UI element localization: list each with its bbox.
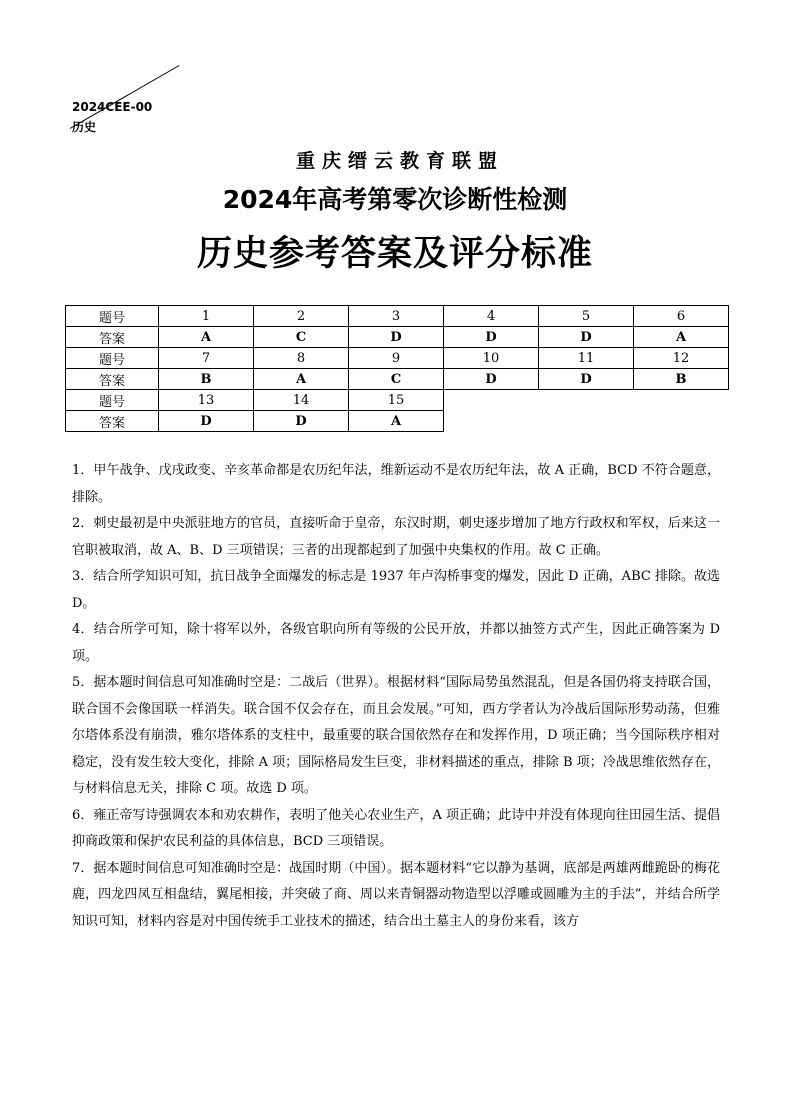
row-label: 答案 <box>66 369 159 390</box>
question-number: 2 <box>254 306 349 327</box>
question-number: 11 <box>539 348 634 369</box>
answer-cell: A <box>349 411 444 432</box>
empty-cell <box>634 411 729 432</box>
question-number: 1 <box>159 306 254 327</box>
answer-table <box>65 305 729 432</box>
question-number: 12 <box>634 348 729 369</box>
question-number: 5 <box>539 306 634 327</box>
question-number: 8 <box>254 348 349 369</box>
exam-title: 2024年高考第零次诊断性检测 <box>222 185 568 214</box>
explanations <box>72 458 720 935</box>
answer-cell: D <box>254 411 349 432</box>
explanation-4: 4．结合所学可知，除十将军以外，各级官职向所有等级的公民开放，并都以抽签方式产生，因此正确答案为 D 项。 <box>72 622 720 664</box>
question-number: 4 <box>444 306 539 327</box>
question-number: 14 <box>254 390 349 411</box>
table-row-numbers-2 <box>66 348 729 369</box>
explanation-3: 3．结合所学知识可知，抗日战争全面爆发的标志是 1937 年卢沟桥事变的爆发，因此 D 正确，ABC 排除。故选 D。 <box>72 569 720 611</box>
answer-cell: B <box>159 369 254 390</box>
answer-cell: A <box>634 327 729 348</box>
table-row-answers-3 <box>66 411 729 432</box>
question-number: 3 <box>349 306 444 327</box>
row-label: 答案 <box>66 327 159 348</box>
table-row-answers-2 <box>66 369 729 390</box>
answer-cell: D <box>444 327 539 348</box>
answer-cell: C <box>254 327 349 348</box>
question-number: 13 <box>159 390 254 411</box>
answer-cell: D <box>539 327 634 348</box>
row-label: 题号 <box>66 390 159 411</box>
answer-cell: D <box>159 411 254 432</box>
empty-cell <box>444 411 539 432</box>
explanation-1: 1．甲午战争、戊戌政变、辛亥革命都是农历纪年法，维新运动不是农历纪年法，故 A 正确，BCD 不符合题意，排除。 <box>72 463 720 505</box>
question-number: 10 <box>444 348 539 369</box>
explanation-7: 7．据本题时间信息可知准确时空是：战国时期（中国）。据本题材料“它以静为基调，底部是两雄两雌跪卧的梅花鹿，四龙四凤互相盘结，翼尾相接，并突破了商、周以来青铜器动物造型以浮雕或圆雕为主的手法”，并结合所学知识可知，材料内容是对中国传统手工业技术的描述，结合出土墓主人的身份来看，该方 <box>72 860 720 929</box>
document-title: 历史参考答案及评分标准 <box>196 234 593 274</box>
row-label: 题号 <box>66 348 159 369</box>
question-number: 7 <box>159 348 254 369</box>
empty-cell <box>539 390 634 411</box>
table-row-numbers-1 <box>66 306 729 327</box>
explanation-5: 5．据本题时间信息可知准确时空是：二战后（世界）。根据材料“国际局势虽然混乱，但是各国仍将支持联合国，联合国不会像国联一样消失。联合国不仅会存在，而且会发展。”可知，西方学者认为冷战后国际形势动荡，但雅尔塔体系没有崩溃，雅尔塔体系的支柱中，最重要的联合国依然存在和发挥作用，D 项正确；当今国际秩序相对稳定，没有发生较大变化，排除 A 项；国际格局发生巨变，非材料描述的重点，排除 B 项；冷战思维依然存在，与材料信息无关，排除 C 项。故选 D 项。 <box>72 675 720 796</box>
question-number: 6 <box>634 306 729 327</box>
explanation-6: 6．雍正帝写诗强调农本和劝农耕作，表明了他关心农业生产，A 项正确；此诗中并没有体现向往田园生活、提倡抑商政策和保护农民利益的具体信息，BCD 三项错误。 <box>72 807 720 849</box>
question-number: 15 <box>349 390 444 411</box>
answer-cell: C <box>349 369 444 390</box>
answer-cell: A <box>159 327 254 348</box>
document-subject: 历史 <box>72 120 97 134</box>
table-row-answers-1 <box>66 327 729 348</box>
empty-cell <box>634 390 729 411</box>
empty-cell <box>444 390 539 411</box>
answer-cell: D <box>444 369 539 390</box>
answer-cell: B <box>634 369 729 390</box>
row-label: 答案 <box>66 411 159 432</box>
question-number: 9 <box>349 348 444 369</box>
document-code: 2024CEE-00 <box>72 100 153 114</box>
organization-name: 重庆缙云教育联盟 <box>295 150 504 172</box>
explanation-2: 2．刺史最初是中央派驻地方的官员，直接听命于皇帝，东汉时期，刺史逐步增加了地方行政权和军权，后来这一官职被取消，故 A、B、D 三项错误；三者的出现都起到了加强中央集权的作用。故 C 正确。 <box>72 516 720 558</box>
answer-cell: D <box>539 369 634 390</box>
table-row-numbers-3 <box>66 390 729 411</box>
empty-cell <box>539 411 634 432</box>
row-label: 题号 <box>66 306 159 327</box>
answer-cell: D <box>349 327 444 348</box>
answer-cell: A <box>254 369 349 390</box>
